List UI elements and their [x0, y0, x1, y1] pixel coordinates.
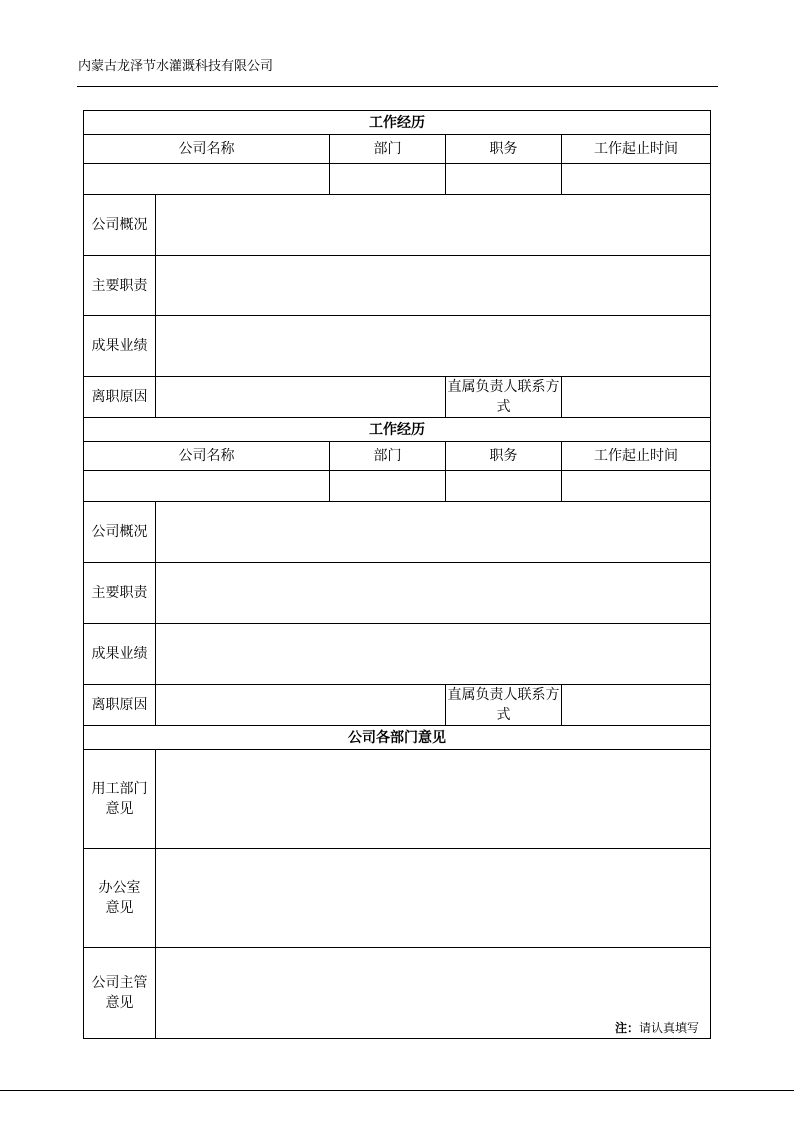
leave-reason-field[interactable] — [156, 377, 446, 418]
position-field[interactable] — [446, 164, 562, 195]
note-prefix: 注： — [614, 1021, 639, 1035]
label-line: 意见 — [105, 801, 134, 817]
note-text: 请认真填写 — [638, 1021, 699, 1035]
achievements-label: 成果业绩 — [84, 316, 156, 377]
work-history-title: 工作经历 — [84, 111, 711, 135]
supervisor-opinion-label — [84, 948, 156, 1039]
leave-reason-field[interactable] — [156, 685, 446, 726]
office-opinion-field[interactable] — [156, 849, 711, 948]
company-name: 内蒙古龙泽节水灌溉科技有限公司 — [78, 59, 274, 74]
label-line: 意见 — [105, 900, 134, 916]
supervisor-contact-label: 直属负责人联系方式 — [446, 685, 562, 726]
department-field[interactable] — [330, 471, 446, 502]
column-position: 职务 — [446, 442, 562, 471]
fill-note — [615, 1020, 699, 1036]
achievements-field[interactable] — [156, 316, 711, 377]
main-duties-field[interactable] — [156, 563, 711, 624]
application-form-table — [83, 110, 711, 1039]
main-duties-field[interactable] — [156, 256, 711, 316]
company-overview-field[interactable] — [156, 195, 711, 256]
department-opinions-title: 公司各部门意见 — [84, 726, 711, 750]
position-field[interactable] — [446, 471, 562, 502]
company-overview-field[interactable] — [156, 502, 711, 563]
column-position: 职务 — [446, 135, 562, 164]
achievements-field[interactable] — [156, 624, 711, 685]
column-work-period: 工作起止时间 — [562, 442, 711, 471]
company-name-field[interactable] — [84, 471, 330, 502]
main-duties-label: 主要职责 — [84, 563, 156, 624]
leave-reason-label: 离职原因 — [84, 685, 156, 726]
supervisor-contact-label: 直属负责人联系方式 — [446, 377, 562, 418]
column-company-name: 公司名称 — [84, 442, 330, 471]
work-period-field[interactable] — [562, 471, 711, 502]
company-overview-label: 公司概况 — [84, 195, 156, 256]
column-company-name: 公司名称 — [84, 135, 330, 164]
company-name-field[interactable] — [84, 164, 330, 195]
column-work-period: 工作起止时间 — [562, 135, 711, 164]
footer-divider — [0, 1090, 794, 1091]
label-line: 用工部门 — [91, 781, 148, 797]
supervisor-contact-field[interactable] — [562, 685, 711, 726]
achievements-label: 成果业绩 — [84, 624, 156, 685]
work-period-field[interactable] — [562, 164, 711, 195]
label-line: 办公室 — [98, 880, 141, 896]
leave-reason-label: 离职原因 — [84, 377, 156, 418]
main-duties-label: 主要职责 — [84, 256, 156, 316]
work-history-title: 工作经历 — [84, 418, 711, 442]
label-line: 意见 — [105, 995, 134, 1011]
hiring-department-opinion-field[interactable] — [156, 750, 711, 849]
column-department: 部门 — [330, 135, 446, 164]
label-line: 公司主管 — [91, 975, 148, 991]
department-field[interactable] — [330, 164, 446, 195]
column-department: 部门 — [330, 442, 446, 471]
office-opinion-label — [84, 849, 156, 948]
supervisor-contact-field[interactable] — [562, 377, 711, 418]
header-divider — [77, 86, 718, 87]
company-overview-label: 公司概况 — [84, 502, 156, 563]
hiring-department-opinion-label — [84, 750, 156, 849]
